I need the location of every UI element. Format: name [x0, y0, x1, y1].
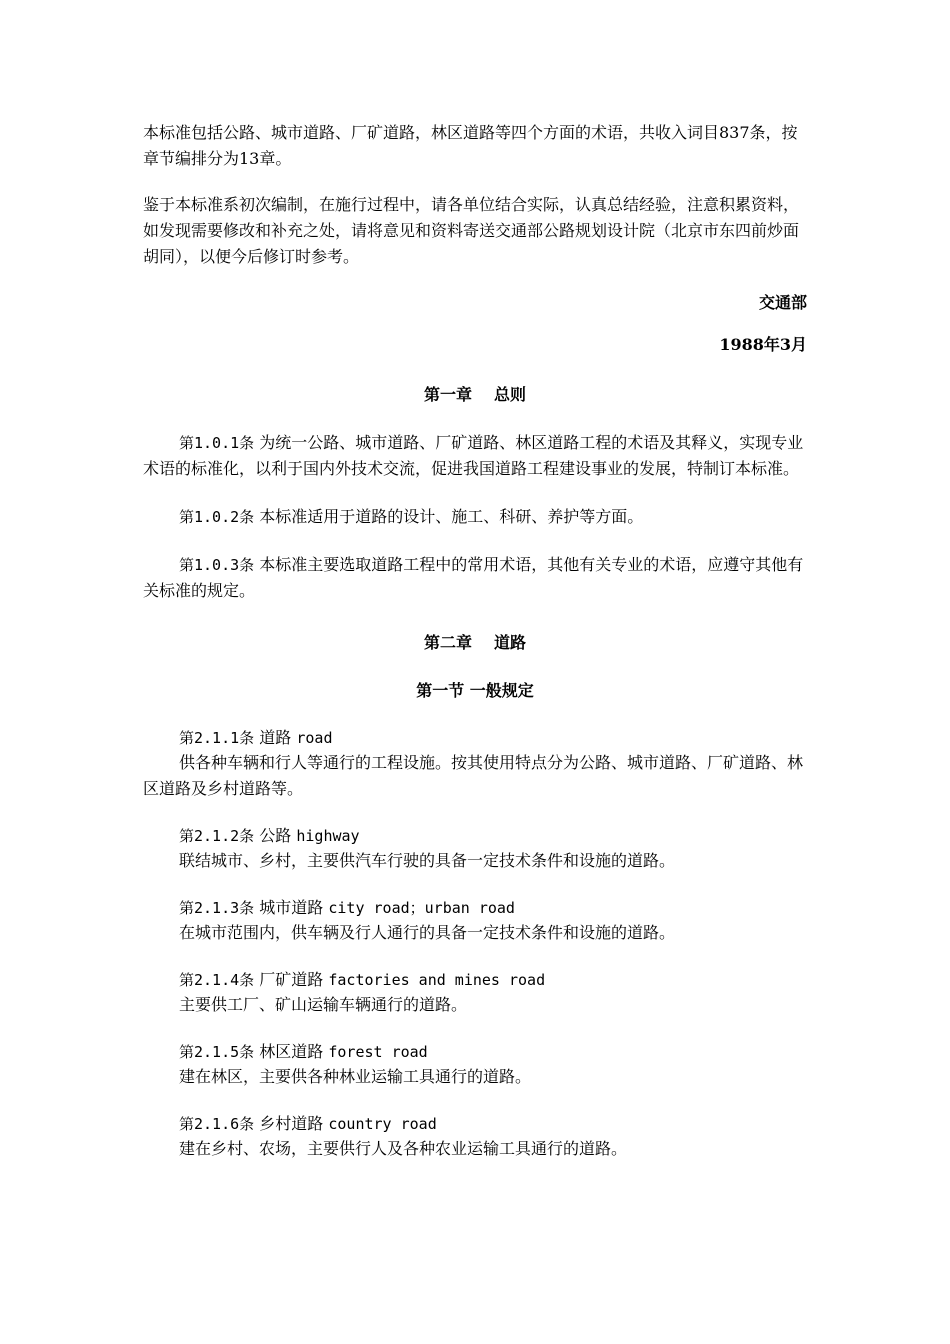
article-number: 第1.0.3条	[179, 556, 255, 574]
term-header	[143, 1112, 807, 1136]
term-cn: 乡村道路	[259, 1114, 324, 1133]
term-header	[143, 726, 807, 750]
term-header	[143, 968, 807, 992]
term-cn: 城市道路	[259, 898, 324, 917]
chapter-1-number: 第一章	[423, 385, 472, 404]
article-1-0-2	[143, 504, 807, 530]
term-2-1-3	[143, 896, 807, 946]
term-header	[143, 824, 807, 848]
term-en: factories and mines road	[328, 971, 546, 989]
term-en: highway	[296, 827, 360, 845]
term-en: city road；urban road	[328, 899, 515, 917]
term-number: 第2.1.2条	[179, 827, 255, 845]
term-definition: 联结城市、乡村，主要供汽车行驶的具备一定技术条件和设施的道路。	[179, 851, 676, 870]
term-en: forest road	[328, 1043, 428, 1061]
term-number: 第2.1.4条	[179, 971, 255, 989]
chapter-2-name: 道路	[494, 633, 527, 652]
term-definition: 在城市范围内，供车辆及行人通行的具备一定技术条件和设施的道路。	[179, 923, 676, 942]
section-1-title: 第一节 一般规定	[416, 681, 534, 700]
term-cn: 林区道路	[259, 1042, 324, 1061]
term-definition: 供各种车辆和行人等通行的工程设施。按其使用特点分为公路、城市道路、厂矿道路、林区道路及乡村道路等。	[143, 753, 804, 798]
term-definition: 建在林区，主要供各种林业运输工具通行的道路。	[179, 1067, 532, 1086]
term-definition: 建在乡村、农场，主要供行人及各种农业运输工具通行的道路。	[179, 1139, 628, 1158]
term-en: road	[296, 729, 333, 747]
term-2-1-4	[143, 968, 807, 1018]
term-number: 第2.1.6条	[179, 1115, 255, 1133]
term-number: 第2.1.1条	[179, 729, 255, 747]
article-text: 为统一公路、城市道路、厂矿道路、林区道路工程的术语及其释义，实现专业术语的标准化，以利于国内外技术交流，促进我国道路工程建设事业的发展，特制订本标准。	[143, 433, 804, 478]
term-cn: 厂矿道路	[259, 970, 324, 989]
term-definition: 主要供工厂、矿山运输车辆通行的道路。	[179, 995, 468, 1014]
chapter-2-number: 第二章	[423, 633, 472, 652]
article-number: 第1.0.2条	[179, 508, 255, 526]
signature-date: 1988年3月	[719, 335, 807, 354]
term-2-1-1	[143, 726, 807, 802]
article-text: 本标准适用于道路的设计、施工、科研、养护等方面。	[259, 507, 644, 526]
term-2-1-2	[143, 824, 807, 874]
term-cn: 道路	[259, 728, 292, 747]
term-2-1-6	[143, 1112, 807, 1162]
intro-paragraph-1: 本标准包括公路、城市道路、厂矿道路，林区道路等四个方面的术语，共收入词目837条，按章节编排分为13章。	[143, 123, 798, 168]
term-2-1-5	[143, 1040, 807, 1090]
article-1-0-3	[143, 552, 807, 604]
term-cn: 公路	[259, 826, 292, 845]
term-header	[143, 896, 807, 920]
term-en: country road	[328, 1115, 437, 1133]
intro-paragraph-2: 鉴于本标准系初次编制，在施行过程中，请各单位结合实际，认真总结经验，注意积累资料，如发现需要修改和补充之处，请将意见和资料寄送交通部公路规划设计院（北京市东四前炒面胡同），以便今后修订时参考。	[143, 195, 800, 266]
chapter-1-name: 总则	[494, 385, 527, 404]
article-1-0-1	[143, 430, 807, 482]
article-number: 第1.0.1条	[179, 434, 255, 452]
signature-org: 交通部	[758, 293, 807, 312]
chapter-2-title	[143, 630, 807, 656]
term-number: 第2.1.3条	[179, 899, 255, 917]
article-text: 本标准主要选取道路工程中的常用术语，其他有关专业的术语，应遵守其他有关标准的规定。	[143, 555, 804, 600]
term-header	[143, 1040, 807, 1064]
document-page	[143, 120, 807, 1184]
chapter-1-title	[143, 382, 807, 408]
term-number: 第2.1.5条	[179, 1043, 255, 1061]
